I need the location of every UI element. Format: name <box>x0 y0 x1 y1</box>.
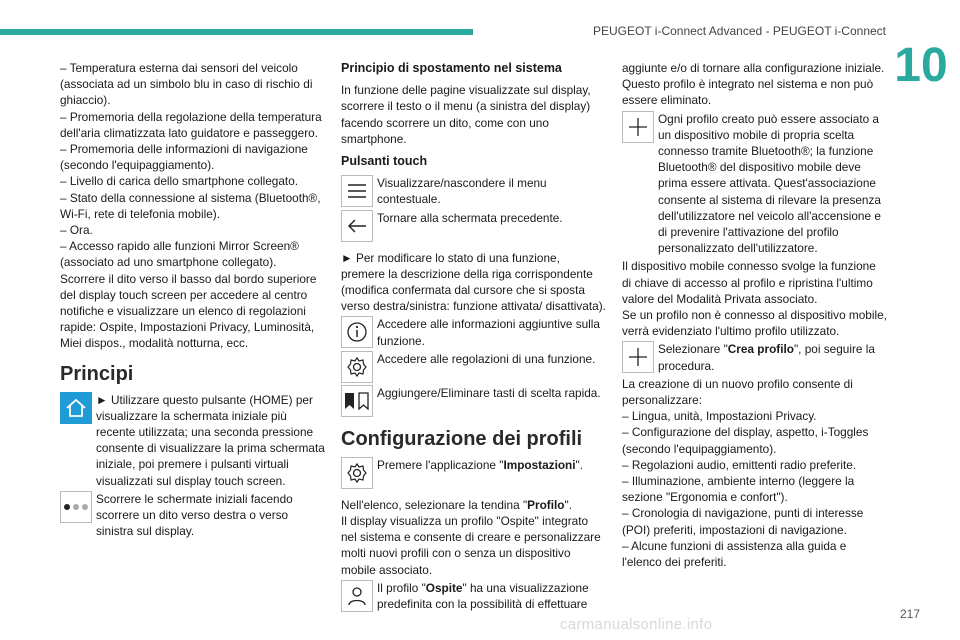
section-heading-profiles: Configurazione dei profili <box>341 427 583 450</box>
column-2 <box>341 60 606 614</box>
bookmark-icon <box>341 385 373 417</box>
home-icon <box>60 392 92 424</box>
create-description: Selezionare "Crea profilo", poi seguire la procedura. <box>658 342 875 373</box>
gear-icon <box>341 457 373 489</box>
swipe-row <box>60 491 325 540</box>
info-icon <box>341 316 373 348</box>
paragraph: Se un profilo non è connesso al dispositivo mobile, verrà evidenziato l'ultimo profilo utilizzato. <box>622 308 887 339</box>
column-1 <box>60 60 325 541</box>
menu-row <box>341 175 606 207</box>
plus-icon <box>622 111 654 143</box>
list-item: – Configurazione del display, aspetto, i-Toggles (secondo l'equipaggiamento). <box>622 425 869 456</box>
column-3 <box>622 60 887 570</box>
info-row <box>341 316 606 348</box>
paragraph: In funzione delle pagine visualizzate sul display, scorrere il testo o il menu (a sinistra del display) facendo scorrere un dito, come con uno smartphone. <box>341 83 591 146</box>
page-number: 217 <box>900 607 921 621</box>
shortcut-row <box>341 385 606 417</box>
app-description: Premere l'applicazione "Impostazioni". <box>377 457 584 472</box>
gear-icon <box>341 351 373 383</box>
section-heading-principi: Principi <box>60 362 134 385</box>
back-description: Tornare alla schermata precedente. <box>377 210 563 225</box>
running-header: PEUGEOT i-Connect Advanced - PEUGEOT i-Connect <box>592 24 886 38</box>
create-row <box>622 341 887 373</box>
list-item: – Temperatura esterna dai sensori del veicolo (associata ad un simbolo blu in caso di rischio di ghiaccio). <box>60 61 313 108</box>
paragraph: aggiunte e/o di tornare alla configurazione iniziale. Questo profilo è integrato nel sistema e non può essere eliminato. <box>622 61 885 108</box>
watermark: carmanualsonline.info <box>560 616 713 633</box>
settings-description: Accedere alle regolazioni di una funzione. <box>377 351 596 366</box>
subheading-touch-buttons: Pulsanti touch <box>341 154 428 169</box>
home-button-row <box>60 392 325 489</box>
home-description: ► Utilizzare questo pulsante (HOME) per visualizzare la schermata iniziale più recente utilizzata; una seconda pressione consente di visualizzare la prima schermata iniziale, poi premere i pulsanti virtuali visualizzati sul display touch screen. <box>96 392 325 488</box>
back-arrow-icon <box>341 210 373 242</box>
plus-icon <box>622 341 654 373</box>
user-icon <box>341 580 373 612</box>
list-item: – Promemoria delle informazioni di navigazione (secondo l'equipaggiamento). <box>60 142 308 173</box>
paragraph: Nell'elenco, selezionare la tendina "Profilo". <box>341 497 572 512</box>
list-item: – Cronologia di navigazione, punti di interesse (POI) preferiti, impostazioni di navigazione. <box>622 506 864 537</box>
paragraph: Il dispositivo mobile connesso svolge la funzione di chiave di accesso al profilo e ripristina l'ultimo valore del Modalità Privata associato. <box>622 259 876 306</box>
paragraph: Scorrere il dito verso il basso dal bordo superiore del display touch screen per accedere al centro notifiche e visualizzare un elenco di regolazioni rapide: Ospite, Impostazioni Privacy, Luminosità, Miei dispos., modalità notturna, ecc. <box>60 271 317 351</box>
list-item: – Livello di carica dello smartphone collegato. <box>60 174 299 189</box>
chapter-number: 10 <box>894 39 948 92</box>
shortcut-description: Aggiungere/Eliminare tasti di scelta rapida. <box>377 385 601 400</box>
swipe-description: Scorrere le schermate iniziali facendo scorrere un dito verso destra o verso sinistra sul display. <box>96 491 293 539</box>
list-item: – Lingua, unità, Impostazioni Privacy. <box>622 409 817 424</box>
paragraph: ► Per modificare lo stato di una funzione, premere la descrizione della riga corrispondente (modifica confermata dal cursore che si sposta verso destra/sinistra: funzione attivata/ disattivata). <box>341 250 606 314</box>
list-item: – Accesso rapido alle funzioni Mirror Screen® (associato ad uno smartphone collegato). <box>60 239 299 270</box>
list-item: – Alcune funzioni di assistenza alla guida e l'elenco dei preferiti. <box>622 538 847 570</box>
list-item: – Regolazioni audio, emittenti radio preferite. <box>622 457 857 472</box>
subheading-movement: Principio di spostamento nel sistema <box>341 61 562 75</box>
paragraph: Il display visualizza un profilo "Ospite" integrato nel sistema e consente di creare e personalizzare molti nuovi profili con o senza un dispositivo mobile associato. <box>341 514 601 577</box>
paragraph: La creazione di un nuovo profilo consente di personalizzare: <box>622 376 853 408</box>
guest-description: Il profilo "Ospite" ha una visualizzazione predefinita con la possibilità di effettuare <box>377 580 589 612</box>
page-dots-icon <box>60 491 92 523</box>
menu-icon <box>341 175 373 207</box>
plus-row <box>622 111 887 257</box>
guest-row <box>341 580 606 612</box>
back-row <box>341 210 606 242</box>
list-item: – Illuminazione, ambiente interno (leggere la sezione "Ergonomia e confort"). <box>622 474 855 505</box>
menu-description: Visualizzare/nascondere il menu contestuale. <box>377 176 547 207</box>
settings-row <box>341 351 606 383</box>
plus-description: Ogni profilo creato può essere associato a un dispositivo mobile di propria scelta connesso tramite Bluetooth®; la funzione Bluetooth® del dispositivo mobile deve prima essere attivata. Quest'associazione consente al sistema di rilevare la presenza dell'utilizzatore nel veicolo all'accensione e di prevenire l'attivazione del profilo personalizzato dell'utilizzatore. <box>658 111 881 256</box>
app-row <box>341 457 606 489</box>
header-accent-bar <box>0 29 473 35</box>
list-item: – Stato della connessione al sistema (Bluetooth®, Wi-Fi, rete di telefonia mobile). <box>60 190 321 221</box>
info-description: Accedere alle informazioni aggiuntive sulla funzione. <box>377 317 600 348</box>
list-item: – Ora. <box>60 223 93 238</box>
list-item: – Promemoria della regolazione della temperatura dell'aria climatizzata lato guidatore e passeggero. <box>60 109 322 140</box>
